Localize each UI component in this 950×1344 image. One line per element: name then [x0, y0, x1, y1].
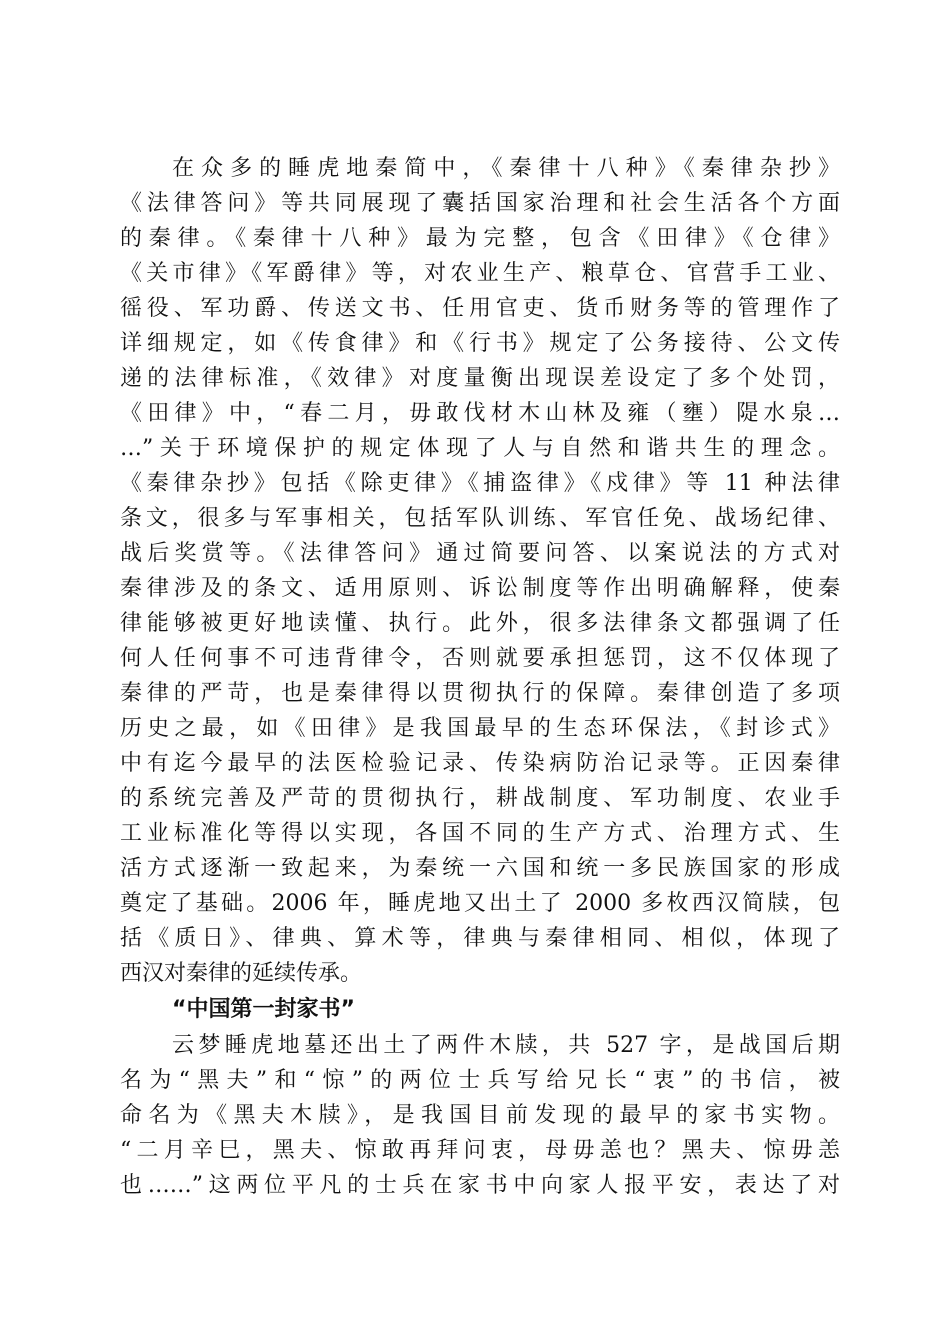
paragraph-1-line: 徭役、军功爵、传送文书、任用官吏、货币财务等的管理作了: [120, 296, 840, 321]
paragraph-2-line: 也……”这两位平凡的士兵在家书中向家人报平安，表达了对: [120, 1173, 840, 1198]
paragraph-1-line: 秦律的严苛，也是秦律得以贯彻执行的保障。秦律创造了多项: [120, 681, 840, 706]
paragraph-1-line: 奠定了基础。2006 年，睡虎地又出土了 2000 多枚西汉简牍，包: [120, 891, 840, 916]
section-heading: “中国第一封家书”: [172, 997, 355, 1022]
paragraph-1-line: 中有迄今最早的法医检验记录、传染病防治记录等。正因秦律: [120, 751, 840, 776]
paragraph-1-line: 活方式逐渐一致起来，为秦统一六国和统一多民族国家的形成: [120, 856, 840, 881]
paragraph-1-line: 详细规定，如《传食律》和《行书》规定了公务接待、公文传: [120, 331, 840, 356]
paragraph-1-line: 工业标准化等得以实现，各国不同的生产方式、治理方式、生: [120, 821, 840, 846]
paragraph-1-line: 历史之最，如《田律》是我国最早的生态环保法，《封诊式》: [120, 716, 840, 741]
paragraph-1-line: 在众多的睡虎地秦简中，《秦律十八种》《秦律杂抄》: [172, 156, 840, 181]
paragraph-1-line: 西汉对秦律的延续传承。: [120, 961, 363, 986]
paragraph-1-line: 何人任何事不可违背律令，否则就要承担惩罚，这不仅体现了: [120, 646, 840, 671]
paragraph-1-line: 《法律答问》等共同展现了囊括国家治理和社会生活各个方面: [120, 191, 840, 216]
paragraph-1-line: 《关市律》《军爵律》等，对农业生产、粮草仓、官营手工业、: [120, 261, 840, 286]
paragraph-1-line: 括《质日》、律典、算术等，律典与秦律相同、相似，体现了: [120, 926, 840, 951]
paragraph-1-line: 律能够被更好地读懂、执行。此外，很多法律条文都强调了任: [120, 611, 840, 636]
paragraph-1-line: 递的法律标准，《效律》对度量衡出现误差设定了多个处罚，: [120, 366, 840, 391]
paragraph-1-line: 的秦律。《秦律十八种》最为完整，包含《田律》《仓律》: [120, 226, 840, 251]
paragraph-1-line: 战后奖赏等。《法律答问》通过简要问答、以案说法的方式对: [120, 541, 840, 566]
paragraph-1-line: …”关于环境保护的规定体现了人与自然和谐共生的理念。: [120, 436, 840, 461]
paragraph-1-line: 秦律涉及的条文、适用原则、诉讼制度等作出明确解释，使秦: [120, 576, 840, 601]
paragraph-1-line: 条文，很多与军事相关，包括军队训练、军官任免、战场纪律、: [120, 506, 840, 531]
paragraph-2-line: 名为“黑夫”和“惊”的两位士兵写给兄长“衷”的书信，被: [120, 1068, 840, 1093]
paragraph-1-line: 《田律》中，“春二月，毋敢伐材木山林及雍（壅）隄水泉…: [120, 401, 840, 426]
paragraph-2-line: 云梦睡虎地墓还出土了两件木牍，共 527 字，是战国后期: [172, 1033, 840, 1058]
paragraph-1-line: 《秦律杂抄》包括《除吏律》《捕盗律》《戍律》等 11 种法律: [120, 471, 840, 496]
paragraph-2-line: 命名为《黑夫木牍》，是我国目前发现的最早的家书实物。: [120, 1103, 840, 1128]
paragraph-1-line: 的系统完善及严苛的贯彻执行，耕战制度、军功制度、农业手: [120, 786, 840, 811]
paragraph-2-line: “二月辛巳，黑夫、惊敢再拜问衷，母毋恙也？黑夫、惊毋恙: [120, 1138, 840, 1163]
